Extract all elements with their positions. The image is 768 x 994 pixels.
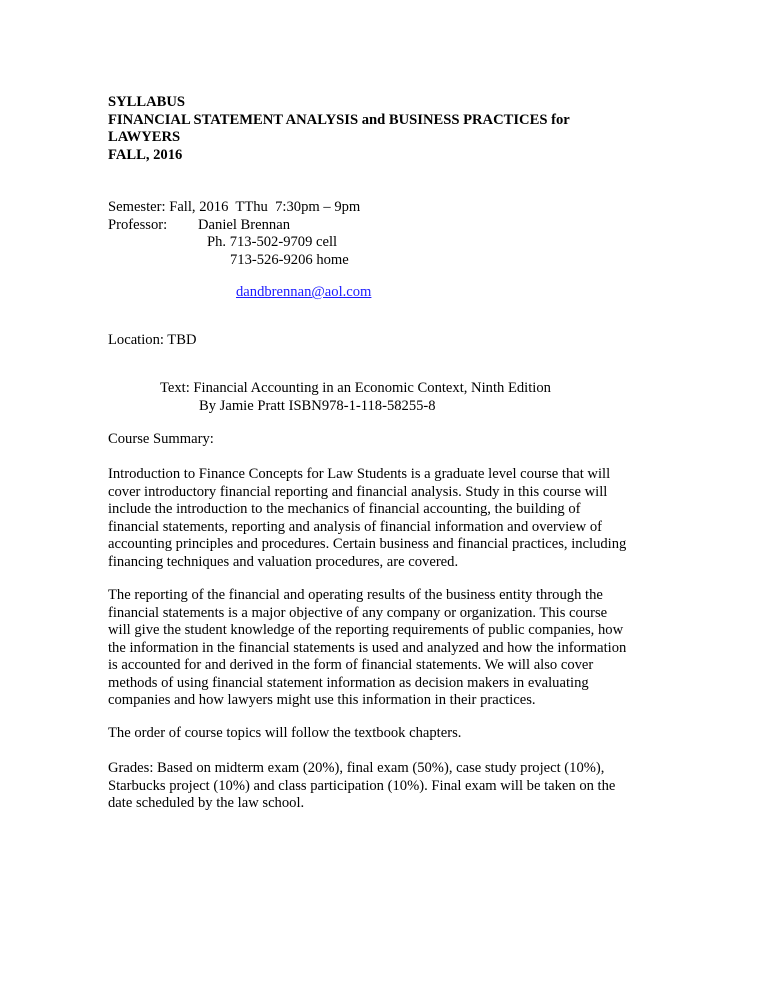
grades-paragraph <box>108 760 668 813</box>
semester-line: Semester: Fall, 2016 TThu 7:30pm – 9pm <box>108 199 361 215</box>
summary-p1-line: financial statements, reporting and analysis of financial information and overview of <box>108 518 602 535</box>
course-summary-heading: Course Summary: <box>108 431 214 447</box>
title-line-2: FINANCIAL STATEMENT ANALYSIS and BUSINESS PRACTICES for <box>108 111 570 128</box>
summary-p2-line: will give the student knowledge of the reporting requirements of public companies, how <box>108 622 624 638</box>
grades-line: date scheduled by the law school. <box>108 795 305 811</box>
title-line-4: FALL, 2016 <box>108 146 183 163</box>
summary-p2-line: the information in the financial statements is used and analyzed and how the information <box>108 639 627 656</box>
course-info <box>108 199 668 269</box>
email-line <box>108 284 668 302</box>
grades-line: Starbucks project (10%) and class participation (10%). Final exam will be taken on the <box>108 777 616 794</box>
title-line-3: LAWYERS <box>108 129 181 145</box>
summary-p2-line: companies and how lawyers might use this information in their practices. <box>108 692 536 708</box>
course-topics-note: The order of course topics will follow the textbook chapters. <box>108 725 462 741</box>
phone-home-line <box>108 252 668 270</box>
summary-p1-line: accounting principles and procedures. Certain business and financial practices, including <box>108 536 627 552</box>
summary-paragraph-1 <box>108 466 668 571</box>
phone-cell: Ph. 713-502-9709 cell <box>207 234 338 250</box>
summary-p1-line: Introduction to Finance Concepts for Law Students is a graduate level course that will <box>108 466 611 482</box>
summary-p2-line: is accounted for and derived in the form of financial statements. We will also cover <box>108 657 594 673</box>
textbook-author: By Jamie Pratt ISBN978-1-118-58255-8 <box>199 397 436 414</box>
summary-p1-line: include the introduction to the mechanics of financial accounting, the building of <box>108 501 581 517</box>
textbook-info <box>108 380 668 415</box>
email-link[interactable]: dandbrennan@aol.com <box>236 284 372 300</box>
professor-line <box>108 217 668 235</box>
summary-p1-line: cover introductory financial reporting and financial analysis. Study in this course will <box>108 483 608 500</box>
textbook-title: Text: Financial Accounting in an Economic Context, Ninth Edition <box>160 380 551 396</box>
professor-label: Professor: <box>108 216 168 233</box>
summary-p2-line: The reporting of the financial and operating results of the business entity through the <box>108 587 603 603</box>
summary-p1-line: financing techniques and valuation procedures, are covered. <box>108 553 459 570</box>
summary-p2-line: methods of using financial statement information as decision makers in evaluating <box>108 674 589 691</box>
grades-line: Grades: Based on midterm exam (20%), final exam (50%), case study project (10%), <box>108 760 605 776</box>
document-title <box>108 94 668 164</box>
summary-paragraph-2 <box>108 587 668 710</box>
professor-name: Daniel Brennan <box>198 216 290 233</box>
phone-cell-line <box>108 234 668 252</box>
summary-p2-line: financial statements is a major objective of any company or organization. This course <box>108 604 608 621</box>
phone-home: 713-526-9206 home <box>230 251 349 268</box>
location-line: Location: TBD <box>108 332 197 348</box>
title-line-1: SYLLABUS <box>108 94 186 110</box>
